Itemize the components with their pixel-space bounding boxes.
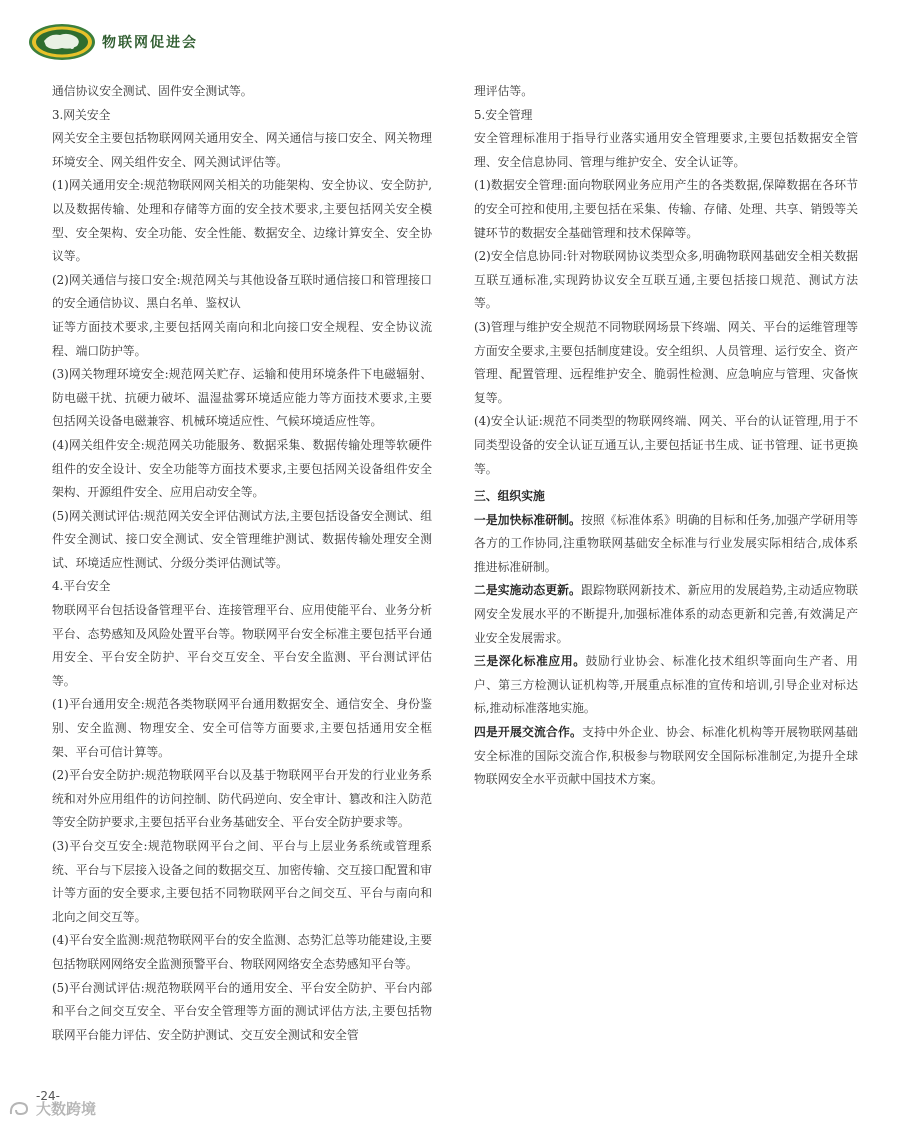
paragraph: (1)平台通用安全:规范各类物联网平台通用数据安全、通信安全、身份鉴别、安全监测、物理安全、安全可信等方面要求,主要包括通用安全框架、平台可信计算等。	[52, 697, 432, 759]
paragraph: (5)网关测试评估:规范网关安全评估测试方法,主要包括设备安全测试、组件安全测试、接口安全测试、安全管理维护测试、数据传输处理安全测试、环境适应性测试、分级分类评估测试等。	[52, 508, 432, 570]
paragraph: (3)平台交互安全:规范物联网平台之间、平台与上层业务系统或管理系统、平台与下层接入设备之间的数据交互、加密传输、交互接口配置和审计等方面的安全要求,主要包括不同物联网平台之间交互、平台与南向和北向之间交互等。	[52, 839, 432, 924]
page-header	[28, 22, 198, 62]
paragraph: (1)网关通用安全:规范物联网网关相关的功能架构、安全协议、安全防护,以及数据传输、处理和存储等方面的安全技术要求,主要包括网关安全模型、安全架构、安全功能、安全性能、数据安全、边缘计算安全、安全协议等。	[52, 178, 432, 264]
paragraph: (4)平台安全监测:规范物联网平台的安全监测、态势汇总等功能建设,主要包括物联网网络安全监测预警平台、物联网网络安全态势感知平台等。	[52, 933, 432, 971]
action-paragraph	[474, 721, 858, 792]
paragraph: 证等方面技术要求,主要包括网关南向和北向接口安全规程、安全协议流程、端口防护等。	[52, 319, 432, 358]
action-lead: 二是实施动态更新。	[474, 583, 581, 598]
watermark-logo-icon	[8, 1100, 30, 1118]
action-text: 支持中外企业、协会、标准化机构等开展物联网基础安全标准的国际交流合作,积极参与物联网安全国际标准制定,为提升全球物联网安全水平贡献中国技术方案。	[474, 725, 858, 787]
paragraph: (1)数据安全管理:面向物联网业务应用产生的各类数据,保障数据在各环节的安全可控和使用,主要包括在采集、传输、存储、处理、共享、销毁等关键环节的数据安全基础管理和技术保障等。	[474, 178, 858, 240]
paragraph: 理评估等。	[474, 84, 533, 98]
watermark	[8, 1098, 96, 1119]
paragraph: 物联网平台包括设备管理平台、连接管理平台、应用使能平台、业务分析平台、态势感知及风险处置平台等。物联网平台安全标准主要包括平台通用安全、平台安全防护、平台交互安全、平台安全监测、平台测试评估等。	[52, 603, 432, 688]
subsection-heading: 4.平台安全	[52, 579, 111, 594]
action-lead: 四是开展交流合作。	[474, 725, 583, 740]
action-paragraph	[474, 650, 858, 721]
watermark-text: 大数跨境	[36, 1100, 97, 1118]
paragraph: (4)网关组件安全:规范网关功能服务、数据采集、数据传输处理等软硬件组件的安全设计、安全功能等方面技术要求,主要包括网关设备组件安全架构、开源组件安全、应用启动安全等。	[52, 437, 432, 500]
paragraph: 网关安全主要包括物联网网关通用安全、网关通信与接口安全、网关物理环境安全、网关组件安全、网关测试评估等。	[52, 131, 432, 169]
action-paragraph	[474, 579, 858, 650]
page-number: -24-	[36, 1089, 60, 1103]
subsection-heading: 5.安全管理	[474, 107, 533, 122]
paragraph: 安全管理标准用于指导行业落实通用安全管理要求,主要包括数据安全管理、安全信息协同、管理与维护安全、安全认证等。	[474, 131, 858, 169]
subsection-heading: 3.网关安全	[52, 107, 111, 122]
paragraph: 通信协议安全测试、固件安全测试等。	[52, 84, 253, 98]
right-column	[474, 80, 858, 792]
action-paragraph	[474, 509, 858, 580]
action-text: 跟踪物联网新技术、新应用的发展趋势,主动适应物联网安全发展水平的不断提升,加强标准体系的动态更新和完善,有效满足产业安全发展需求。	[474, 583, 858, 645]
paragraph: (5)平台测试评估:规范物联网平台的通用安全、平台安全防护、平台内部和平台之间交互安全、平台安全管理等方面的测试评估方法,主要包括物联网平台能力评估、安全防护测试、交互安全测试和安全管	[52, 980, 432, 1042]
action-text: 鼓励行业协会、标准化技术组织等面向生产者、用户、第三方检测认证机构等,开展重点标准的宣传和培训,引导企业对标达标,推动标准落地实施。	[474, 654, 858, 716]
paragraph: (3)管理与维护安全规范不同物联网场景下终端、网关、平台的运维管理等方面安全要求,主要包括制度建设。安全组织、人员管理、运行安全、资产管理、配置管理、远程维护安全、脆弱性检测、应急响应与管理、灾备恢复等。	[474, 319, 858, 405]
paragraph: (2)平台安全防护:规范物联网平台以及基于物联网平台开发的行业业务系统和对外应用组件的访问控制、防代码逆向、安全审计、篡改和注入防范等安全防护要求,主要包括平台业务基础安全、平台安全防护要求等。	[52, 768, 432, 830]
org-logo-icon	[28, 23, 96, 61]
action-lead: 一是加快标准研制。	[474, 512, 581, 527]
action-lead: 三是深化标准应用。	[474, 654, 586, 669]
paragraph: (2)安全信息协同:针对物联网协议类型众多,明确物联网基础安全相关数据互联互通标准,实现跨协议安全互联互通,主要包括接口规范、测试方法等。	[474, 249, 858, 311]
paragraph: (4)安全认证:规范不同类型的物联网终端、网关、平台的认证管理,用于不同类型设备的安全认证互通互认,主要包括证书生成、证书管理、证书更换等。	[474, 414, 858, 476]
paragraph: (2)网关通信与接口安全:规范网关与其他设备互联时通信接口和管理接口的安全通信协议、黑白名单、鉴权认	[52, 272, 432, 311]
paragraph: (3)网关物理环境安全:规范网关贮存、运输和使用环境条件下电磁辐射、防电磁干扰、抗硬力破坏、温湿盐雾环境适应能力等方面技术要求,主要包括网关设备电磁兼容、机械环境适应性、气候环境适应性等。	[52, 367, 432, 429]
section-heading: 三、组织实施	[474, 489, 545, 504]
org-name: 物联网促进会	[102, 35, 198, 51]
action-text: 按照《标准体系》明确的目标和任务,加强产学研用等各方的工作协同,注重物联网基础安全标准与行业发展实际相结合,成体系推进标准研制。	[474, 512, 858, 574]
left-column	[52, 80, 432, 1047]
